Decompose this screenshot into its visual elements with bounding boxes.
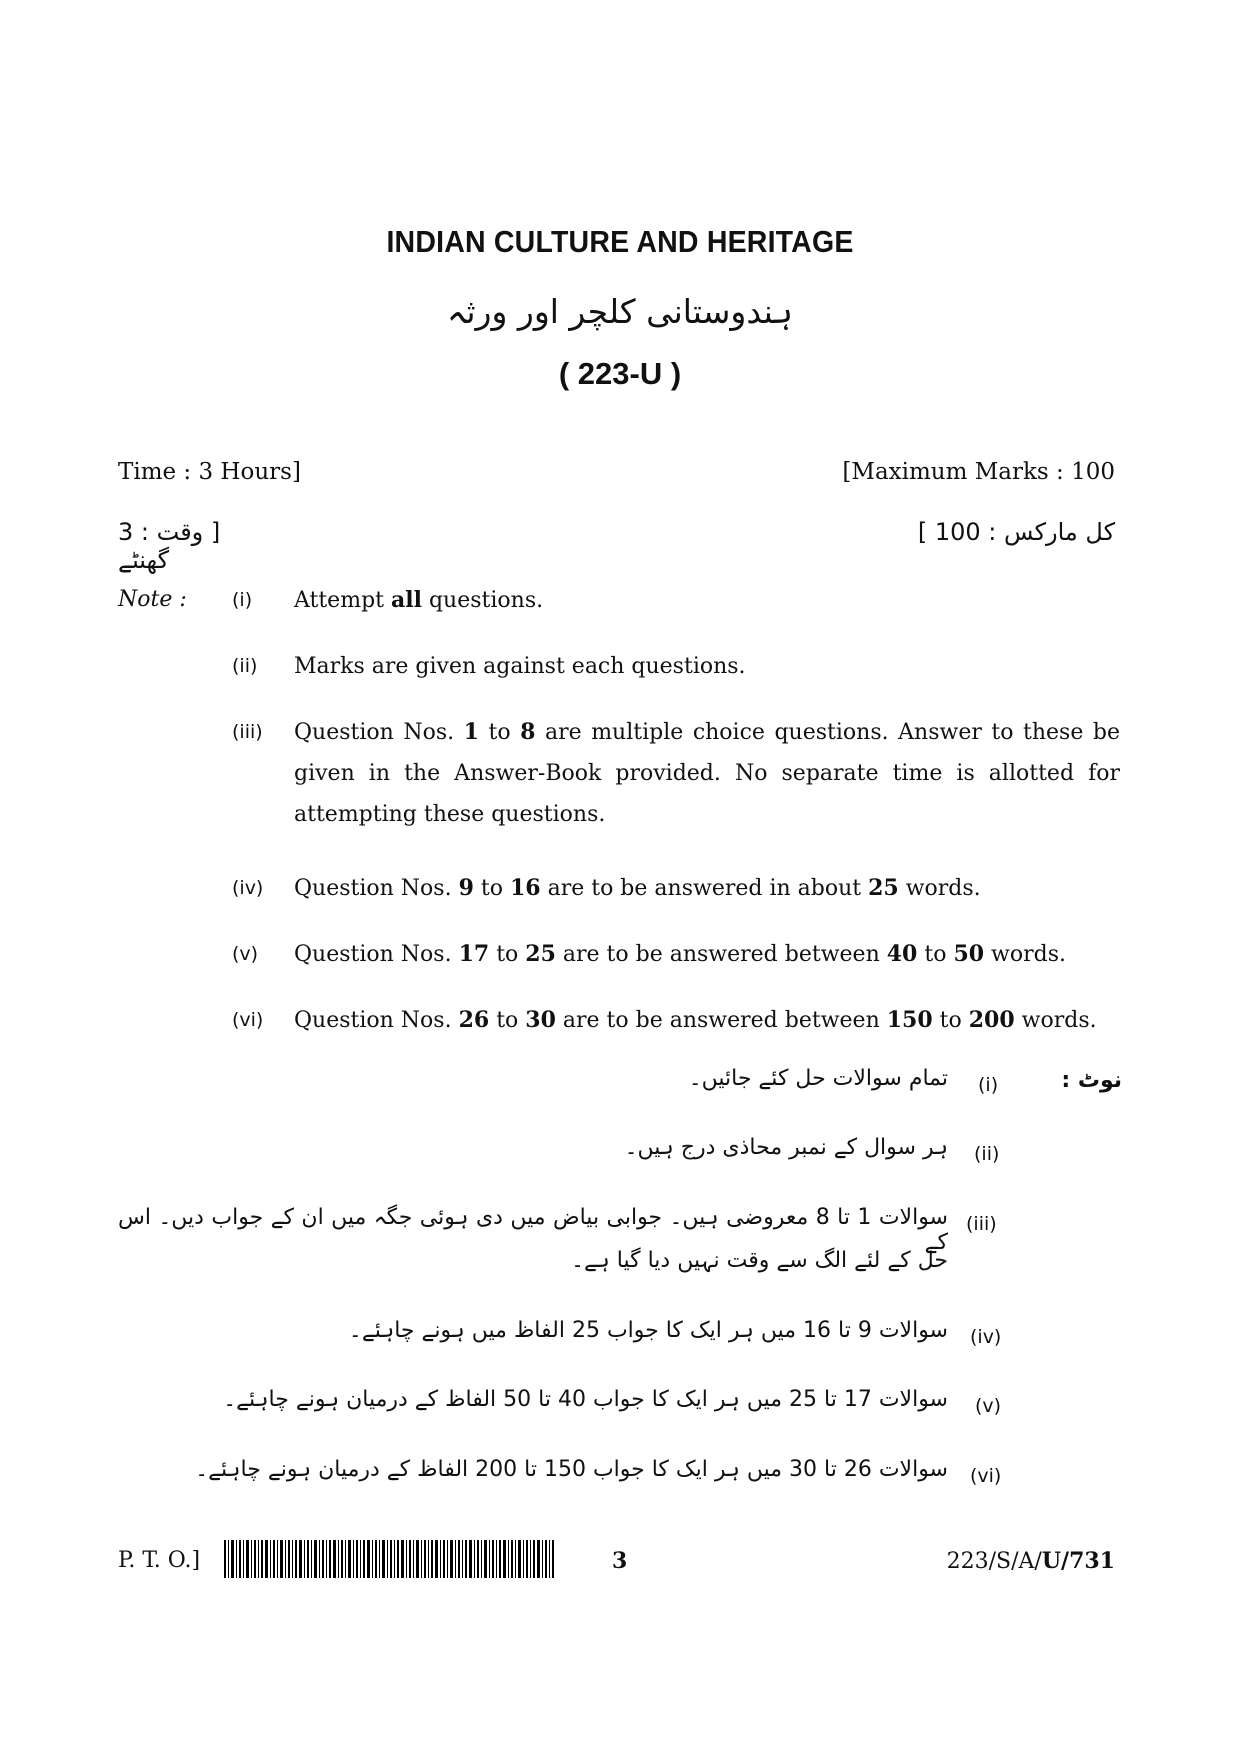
urdu-note-number: (iv) <box>970 1326 1002 1348</box>
note-item: (i) Attempt all questions. <box>232 580 1120 621</box>
urdu-note-number: (vi) <box>970 1465 1002 1487</box>
note-number: (v) <box>232 943 259 965</box>
paper-code-footer: 223/S/A/U/731 <box>946 1548 1115 1574</box>
urdu-note-item: سوالات 17 تا 25 میں ہر ایک کا جواب 40 تا 50 الفاظ کے درمیان ہونے چاہئے۔ <box>223 1387 948 1412</box>
page-number: 3 <box>612 1548 628 1574</box>
note-number: (iv) <box>232 877 264 899</box>
note-item: (iv) Question Nos. 9 to 16 are to be answered in about 25 words. <box>232 868 1120 909</box>
paper-title-urdu: ہندوستانی کلچر اور ورثہ <box>447 292 793 331</box>
note-number: (vi) <box>232 1009 264 1031</box>
max-marks-label: [Maximum Marks : 100 <box>842 459 1115 485</box>
note-item: (ii) Marks are given against each questions. <box>232 646 1120 687</box>
barcode-image <box>224 1540 554 1578</box>
urdu-note-item: سوالات 9 تا 16 میں ہر ایک کا جواب 25 الفاظ میں ہونے چاہئے۔ <box>348 1318 948 1343</box>
note-number: (iii) <box>232 721 263 743</box>
urdu-note-number: (ii) <box>974 1143 1000 1165</box>
paper-code: ( 223-U ) <box>558 356 682 391</box>
urdu-note-item: سوالات 1 تا 8 معروضی ہیں۔ جوابی بیاض میں دی ہوئی جگہ میں ان کے جواب دیں۔ اس کے <box>118 1205 948 1255</box>
urdu-note-number: (v) <box>975 1395 1002 1417</box>
urdu-note-item: حل کے لئے الگ سے وقت نہیں دیا گیا ہے۔ <box>571 1248 948 1273</box>
note-item: (vi) Question Nos. 26 to 30 are to be answered between 150 to 200 words. <box>232 1000 1120 1041</box>
pto-label: P. T. O.] <box>118 1548 201 1573</box>
urdu-note-label: نوٹ : <box>1061 1068 1122 1093</box>
note-label: Note : <box>118 587 187 612</box>
urdu-marks-label: کل مارکس : 100 ] <box>917 518 1115 546</box>
paper-title: INDIAN CULTURE AND HERITAGE <box>386 224 854 259</box>
urdu-note-item: تمام سوالات حل کئے جائیں۔ <box>688 1066 948 1091</box>
urdu-note-item: سوالات 26 تا 30 میں ہر ایک کا جواب 150 تا 200 الفاظ کے درمیان ہونے چاہئے۔ <box>195 1457 948 1482</box>
note-number: (ii) <box>232 655 258 677</box>
note-item: (iii) Question Nos. 1 to 8 are multiple choice questions. Answer to these be given in the Answer-Book provided. No separate time is allotted for attempting these questions. <box>232 712 1120 835</box>
urdu-note-number: (iii) <box>966 1213 997 1235</box>
note-number: (i) <box>232 589 253 611</box>
urdu-note-item: ہر سوال کے نمبر محاذی درج ہیں۔ <box>624 1135 948 1160</box>
urdu-note-number: (i) <box>978 1074 999 1096</box>
time-label: Time : 3 Hours] <box>118 459 301 485</box>
urdu-time-label: [ وقت : 3 گھنٹے <box>118 518 221 574</box>
note-item: (v) Question Nos. 17 to 25 are to be answered between 40 to 50 words. <box>232 934 1120 975</box>
